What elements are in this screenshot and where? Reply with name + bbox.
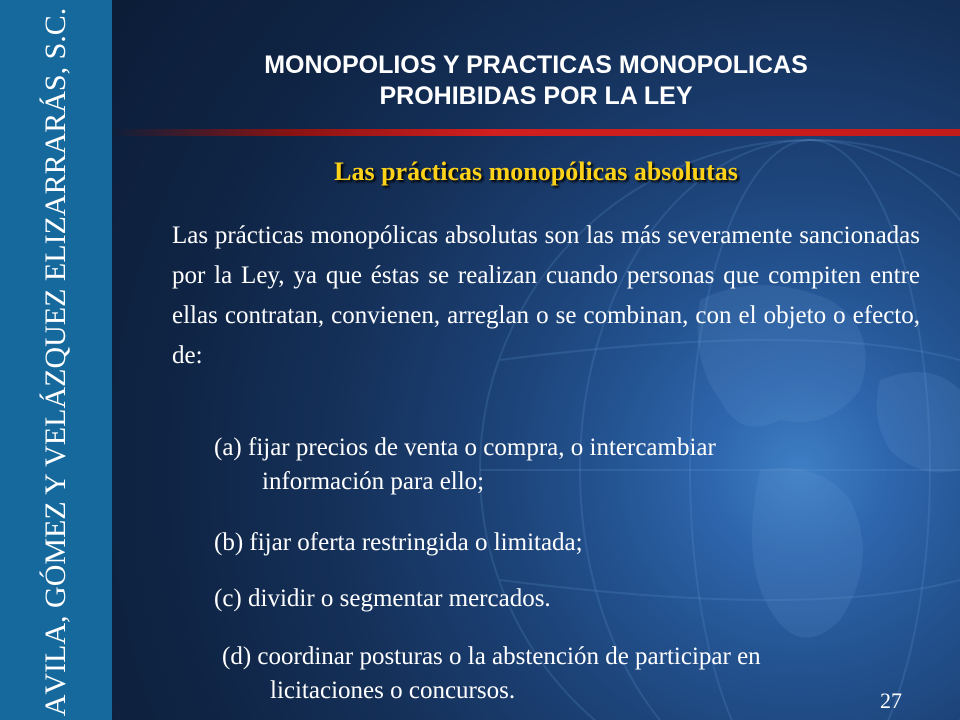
slide-title <box>112 50 960 112</box>
section-subtitle: Las prácticas monopólicas absolutas <box>334 157 738 186</box>
body-paragraph: Las prácticas monopólicas absolutas son las más severamente sancionadas por la Ley, ya que éstas se realizan cuando personas que compiten entre ellas contratan, convienen, arreglan o se combinan, con el objeto o efecto, de: <box>172 222 920 369</box>
firm-initial-v: V <box>39 445 72 467</box>
list-item-d-line1: (d) coordinar posturas o la abstención de participar en <box>222 643 761 670</box>
list-item-b-text: (b) fijar oferta restringida o limitada; <box>214 529 583 556</box>
list-item-a-line2: información para ello; <box>262 468 485 495</box>
slide-title-line1: MONOPOLIOS Y PRACTICAS MONOPOLICAS <box>264 51 808 79</box>
firm-name-part2: ÓMEZ Y <box>39 466 72 587</box>
firm-initial-a: A <box>39 694 72 717</box>
firm-name-vertical <box>39 8 73 717</box>
list-item-a-line1: (a) fijar precios de venta o compra, o intercambiar <box>214 434 716 461</box>
slide-title-line2: PROHIBIDAS POR LA LEY <box>379 82 693 110</box>
firm-name-part3: ELÁZQUEZ <box>39 281 72 446</box>
firm-name-part4: LIZARRARÁS, S.C. <box>39 7 72 263</box>
firm-initial-g: G <box>39 586 72 608</box>
firm-initial-e: E <box>39 262 72 282</box>
title-divider <box>112 129 960 136</box>
list-item-c-text: (c) dividir o segmentar mercados. <box>214 585 551 612</box>
list-item-d <box>222 640 942 708</box>
list-item-b <box>214 526 934 560</box>
page-number: 27 <box>880 688 902 713</box>
list-item-a <box>214 431 934 499</box>
list-item-d-line2: licitaciones o concursos. <box>270 677 516 704</box>
firm-name-part1: VILA, <box>39 607 72 695</box>
list-item-c <box>214 582 934 616</box>
